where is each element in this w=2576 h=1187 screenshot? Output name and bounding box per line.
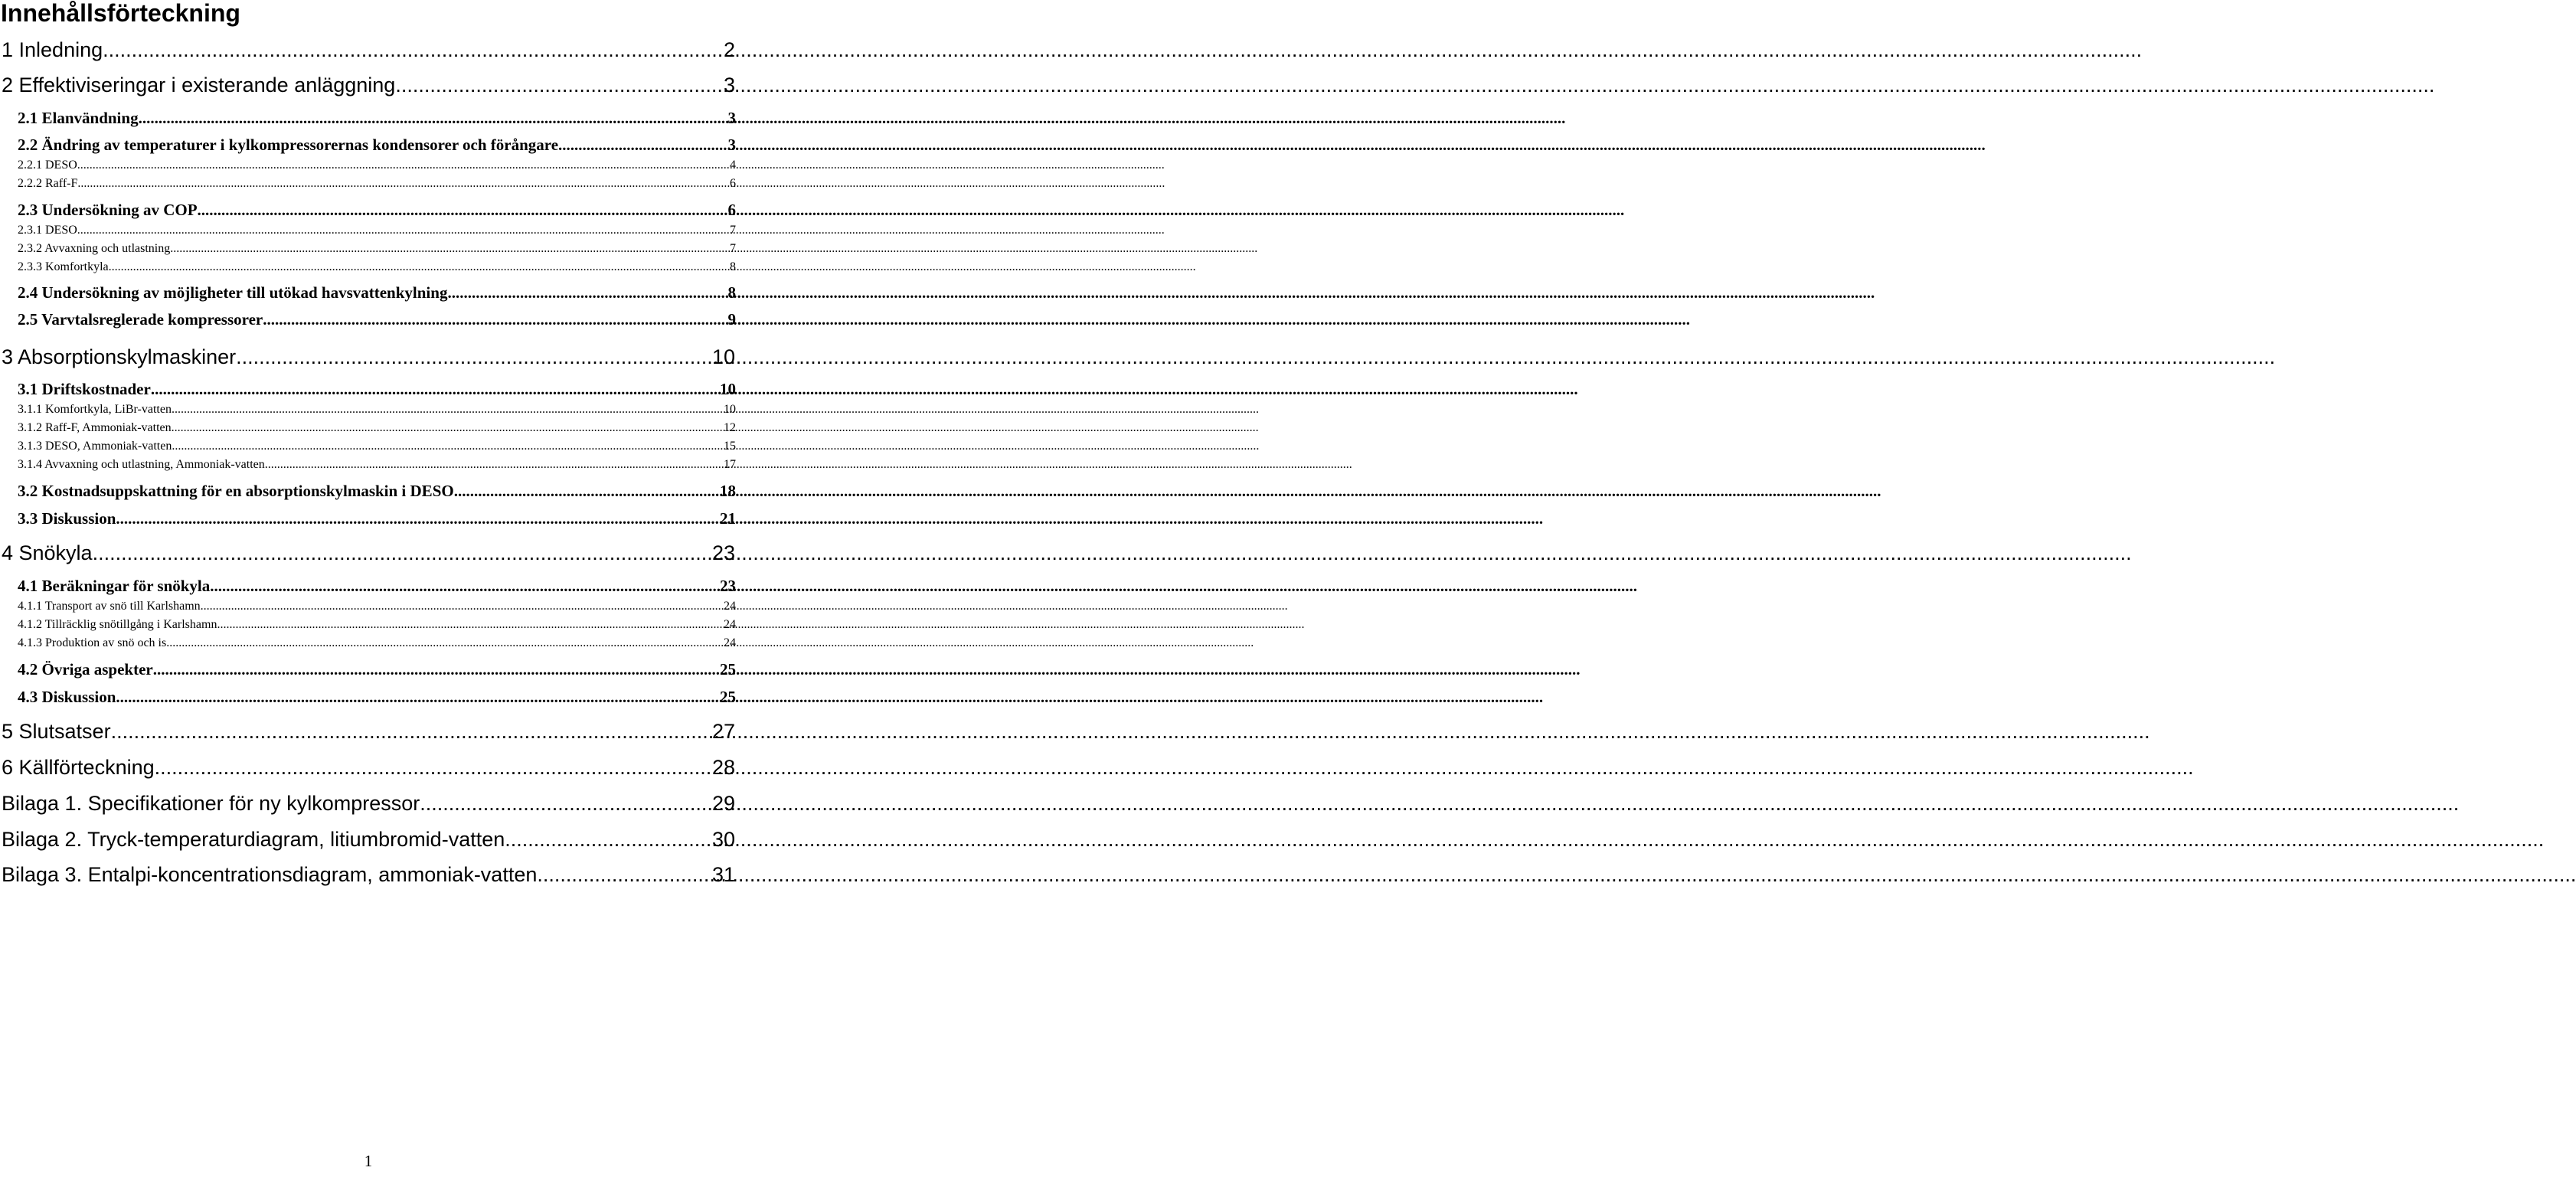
toc-entry-label: 4.1 Beräkningar för snökyla: [18, 577, 211, 595]
toc-entry-page: 10: [711, 345, 735, 368]
toc-entry-page: 18: [720, 482, 736, 500]
toc-entry-label: 2.1 Elanvändning: [18, 109, 139, 127]
toc-dot-leader: [217, 617, 724, 633]
toc-entry[interactable]: [18, 200, 736, 220]
toc-entry[interactable]: [18, 481, 736, 501]
toc-entry-label: 4.1.2 Tillräcklig snötillgång i Karlshamn: [18, 618, 217, 631]
toc-entry-label: Bilaga 1. Specifikationer för ny kylkompressor: [2, 792, 420, 815]
toc-entry-label: 4 Snökyla: [2, 541, 93, 564]
toc-entry-page: 24: [724, 636, 736, 649]
toc-entry[interactable]: [18, 508, 736, 528]
toc-entry-page: 3: [727, 136, 736, 154]
toc-entry-page: 9: [727, 310, 736, 329]
toc-entry-page: 25: [720, 688, 736, 706]
toc-entry-label: Bilaga 2. Tryck-temperaturdiagram, litiumbromid-vatten: [2, 828, 505, 851]
toc-dot-leader: [170, 241, 730, 257]
toc-entry[interactable]: [18, 309, 736, 329]
toc-dot-leader: [236, 345, 712, 368]
toc-entry-page: 23: [720, 577, 736, 595]
toc-dot-leader: [505, 828, 712, 851]
toc-entry-page: 23: [711, 541, 735, 564]
toc-dot-leader: [172, 420, 724, 436]
toc-entry-label: 1 Inledning: [2, 38, 103, 61]
toc-entry-page: 24: [724, 600, 736, 613]
toc-dot-leader: [109, 260, 730, 275]
toc-entry-page: 3: [723, 74, 735, 96]
toc-entry[interactable]: [18, 617, 736, 633]
toc-dot-leader: [454, 481, 720, 501]
toc-entry[interactable]: [2, 863, 735, 886]
toc-entry-page: 6: [730, 177, 736, 190]
toc-dot-leader: [155, 756, 712, 779]
toc-entry-label: 2.3 Undersökning av COP: [18, 201, 198, 219]
page-title: Innehållsförteckning: [1, 0, 240, 27]
toc-entry-label: Bilaga 3. Entalpi-koncentrationsdiagram, ammoniak-vatten: [2, 863, 538, 886]
toc-entry-page: 7: [730, 224, 736, 237]
toc-entry-label: 3.1 Driftskostnader: [18, 380, 151, 398]
toc-dot-leader: [139, 108, 728, 128]
toc-entry-label: 4.1.1 Transport av snö till Karlshamn: [18, 600, 201, 613]
toc-entry[interactable]: [18, 260, 736, 275]
toc-entry-page: 4: [730, 159, 736, 172]
toc-entry-label: 3.1.4 Avvaxning och utlastning, Ammoniak-vatten: [18, 458, 265, 471]
toc-entry[interactable]: [18, 439, 736, 454]
toc-dot-leader: [263, 309, 727, 329]
toc-entry[interactable]: [18, 687, 736, 707]
toc-entry-page: 2: [723, 38, 735, 61]
toc-entry[interactable]: [2, 74, 735, 96]
toc-entry-page: 8: [727, 283, 736, 302]
toc-entry-label: 3.2 Kostnadsuppskattning för en absorptionskylmaskin i DESO: [18, 482, 454, 500]
toc-entry-page: 6: [727, 201, 736, 219]
toc-entry[interactable]: [18, 135, 736, 155]
toc-entry-label: 3.1.3 DESO, Ammoniak-vatten: [18, 440, 172, 453]
toc-entry[interactable]: [18, 176, 736, 191]
toc-entry-page: 15: [724, 440, 736, 453]
toc-dot-leader: [77, 223, 730, 238]
toc-dot-leader: [210, 576, 720, 596]
toc-entry[interactable]: [18, 379, 736, 399]
toc-entry-label: 3.1.2 Raff-F, Ammoniak-vatten: [18, 421, 172, 434]
toc-dot-leader: [172, 402, 724, 417]
toc-entry-label: 3.1.1 Komfortkyla, LiBr-vatten: [18, 403, 172, 416]
toc-entry-label: 3.3 Diskussion: [18, 509, 116, 528]
toc-dot-leader: [558, 135, 727, 155]
toc-entry-page: 10: [720, 380, 736, 398]
toc-entry[interactable]: [18, 223, 736, 238]
toc-entry-label: 4.1.3 Produktion av snö och is: [18, 636, 167, 649]
toc-dot-leader: [116, 687, 720, 707]
toc-dot-leader: [172, 439, 724, 454]
toc-entry[interactable]: [18, 283, 736, 302]
toc-entry[interactable]: [18, 457, 736, 473]
toc-entry-label: 2.5 Varvtalsreglerade kompressorer: [18, 310, 263, 329]
toc-dot-leader: [537, 863, 712, 886]
toc-entry-page: 31: [711, 863, 735, 886]
toc-dot-leader: [265, 457, 724, 473]
toc-entry-label: 3 Absorptionskylmaskiner: [2, 345, 237, 368]
toc-dot-leader: [103, 38, 724, 61]
toc-entry[interactable]: [18, 636, 736, 651]
toc-entry-label: 2.3.1 DESO: [18, 224, 77, 237]
toc-entry[interactable]: [2, 828, 735, 851]
toc-entry-page: 21: [720, 509, 736, 528]
toc-entry-label: 4.3 Diskussion: [18, 688, 116, 706]
toc-entry-label: 4.2 Övriga aspekter: [18, 660, 153, 679]
toc-entry[interactable]: [18, 241, 736, 257]
toc-entry-page: 27: [711, 720, 735, 743]
toc-entry-label: 6 Källförteckning: [2, 756, 155, 779]
toc-entry-page: 8: [730, 260, 736, 273]
toc-entry-label: 2.4 Undersökning av möjligheter till utökad havsvattenkylning: [18, 283, 448, 302]
toc-entry-page: 29: [711, 792, 735, 815]
toc-entry-page: 28: [711, 756, 735, 779]
toc-entry-label: 2.2.1 DESO: [18, 159, 77, 172]
toc-dot-leader: [77, 158, 730, 173]
toc-entry[interactable]: [2, 756, 735, 779]
toc-entry-page: 10: [724, 403, 736, 416]
toc-entry[interactable]: [18, 599, 736, 614]
toc-entry[interactable]: [18, 659, 736, 679]
toc-entry-label: 2 Effektiviseringar i existerande anläggning: [2, 74, 396, 96]
toc-dot-leader: [116, 508, 720, 528]
toc-entry-page: 7: [730, 242, 736, 255]
toc-dot-leader: [201, 599, 724, 614]
toc-entry-page: 12: [724, 421, 736, 434]
toc-entry[interactable]: [2, 720, 735, 743]
toc-entry-page: 24: [724, 618, 736, 631]
toc-entry-label: 2.3.3 Komfortkyla: [18, 260, 109, 273]
toc-dot-leader: [198, 200, 728, 220]
toc-entry[interactable]: [2, 541, 735, 564]
toc-entry[interactable]: [18, 420, 736, 436]
toc-entry[interactable]: [2, 38, 735, 61]
toc-dot-leader: [447, 283, 727, 302]
toc-entry-page: 3: [727, 109, 736, 127]
toc-entry[interactable]: [18, 402, 736, 417]
toc-dot-leader: [151, 379, 720, 399]
toc-entry[interactable]: [2, 792, 735, 815]
toc-dot-leader: [395, 74, 724, 96]
toc-entry-page: 30: [711, 828, 735, 851]
toc-entry[interactable]: [2, 345, 735, 368]
toc-dot-leader: [153, 659, 720, 679]
toc-entry-page: 17: [724, 458, 736, 471]
toc-entry-label: 5 Slutsatser: [2, 720, 111, 743]
toc-entry[interactable]: [18, 158, 736, 173]
toc-dot-leader: [77, 176, 730, 191]
page-number: 1: [364, 1152, 373, 1170]
toc-dot-leader: [111, 720, 712, 743]
toc-dot-leader: [166, 636, 724, 651]
toc-dot-leader: [420, 792, 712, 815]
toc-dot-leader: [93, 541, 712, 564]
toc-entry-label: 2.3.2 Avvaxning och utlastning: [18, 242, 171, 255]
toc-entry-label: 2.2.2 Raff-F: [18, 177, 78, 190]
toc-entry-page: 25: [720, 660, 736, 679]
toc-entry-label: 2.2 Ändring av temperaturer i kylkompressorernas kondensorer och förångare: [18, 136, 559, 154]
toc-entry[interactable]: [18, 108, 736, 128]
toc-entry[interactable]: [18, 576, 736, 596]
